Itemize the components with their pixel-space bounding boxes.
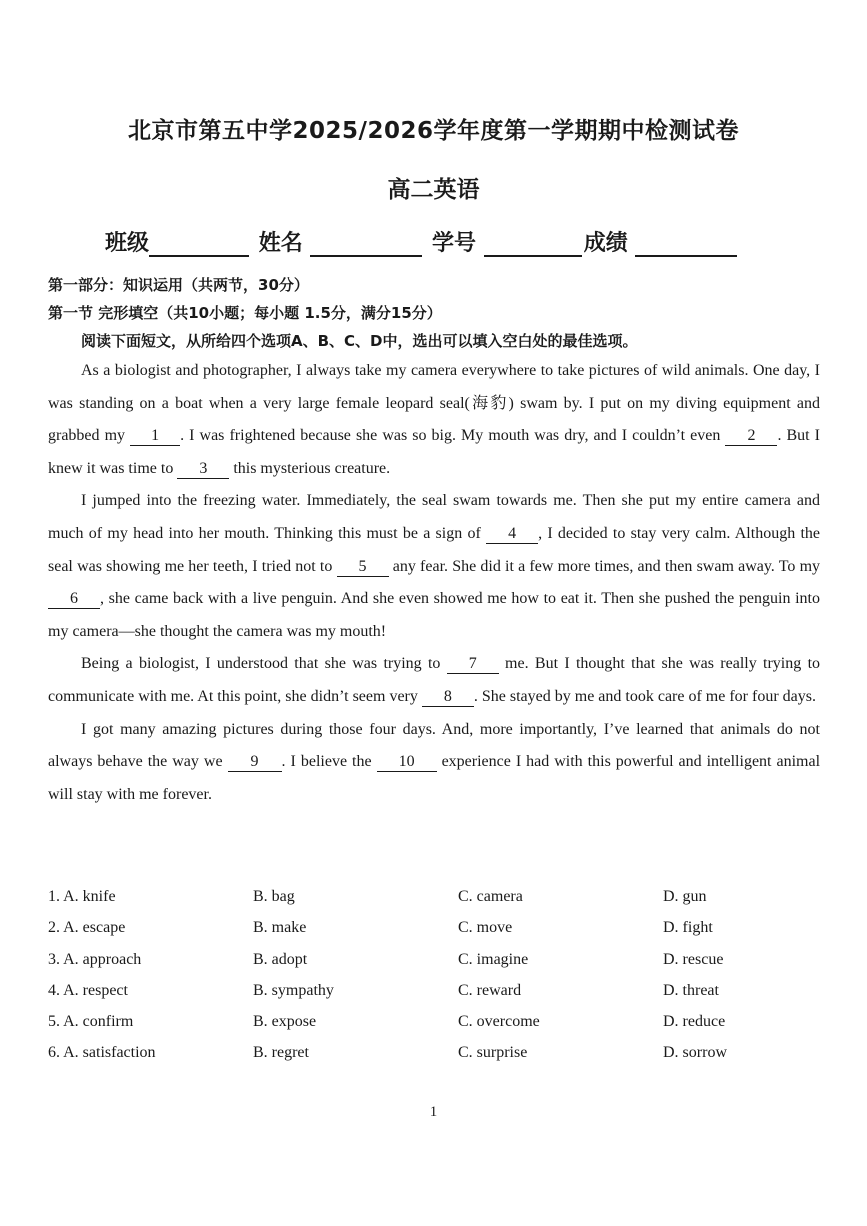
option-3b: B. adopt [253,950,308,968]
question-6-options [48,1044,828,1075]
question-2-options [48,919,828,950]
blank-8: 8 [422,688,474,707]
question-4-options [48,982,828,1013]
option-5b: B. expose [253,1013,317,1031]
option-6d: D. sorrow [663,1044,727,1062]
option-4a: 4. A. respect [48,981,128,999]
blank-4: 4 [486,525,538,544]
option-2b: B. make [253,919,307,937]
blank-5: 5 [337,558,389,577]
part1-heading: 第一部分：知识运用（共两节，30分） [48,276,309,294]
option-1a: 1. A. knife [48,888,116,905]
paragraph-2: I jumped into the freezing water. Immediately, the seal swam towards me. Then she put my entire camera and much of my head into her mouth. Thinking this must be a sign of 4 , I decided to stay very calm. Although the seal was showing me her teeth, I tried not to 5 any fear. She did it a few more times, and then swam away. To my 6 , she came back with a live penguin. And she even showed me how to eat it. Then she pushed the penguin into my camera—she thought the camera was my mouth! [48,492,821,640]
exam-subtitle: 高二英语 [387,177,480,203]
section1-heading: 第一节 完形填空（共10小题；每小题 1.5分，满分15分） [48,304,442,322]
option-5c: C. overcome [458,1013,540,1031]
option-5d: D. reduce [663,1013,726,1031]
option-4d: D. threat [663,981,719,999]
cloze-passage [48,355,820,811]
question-5-options [48,1013,828,1044]
option-1b: B. bag [253,888,295,905]
student-id-field[interactable] [484,231,582,257]
score-label: 成绩 [583,231,628,256]
question-1-options [48,888,828,919]
score-field[interactable] [635,231,737,257]
blank-2: 2 [725,427,777,446]
blank-7: 7 [447,655,499,674]
option-5a: 5. A. confirm [48,1013,134,1031]
class-label: 班级 [105,231,150,256]
paragraph-3: Being a biologist, I understood that she was trying to 7 me. But I thought that she was really trying to communicate with me. At this point, she didn’t seem very 8 . She stayed by me and took care of me for four days. [48,655,821,705]
option-3d: D. rescue [663,950,724,968]
answer-options [48,888,828,1076]
student-info-line [105,226,739,257]
option-2c: C. move [458,919,513,937]
question-3-options [48,951,828,982]
option-1c: C. camera [458,888,523,905]
student-id-label: 学号 [432,231,477,256]
blank-6: 6 [48,590,100,609]
name-field[interactable] [310,231,422,257]
exam-title: 北京市第五中学2025/2026学年度第一学期期中检测试卷 [128,118,739,144]
blank-1: 1 [130,427,180,446]
option-6a: 6. A. satisfaction [48,1044,156,1062]
blank-10: 10 [377,753,437,772]
option-2a: 2. A. escape [48,919,126,937]
option-3c: C. imagine [458,950,529,968]
paragraph-4: I got many amazing pictures during those four days. And, more importantly, I’ve learned that animals do not always behave the way we 9 . I believe the 10 experience I had with this powerful and intelligent animal will stay with me forever. [48,720,821,803]
option-4b: B. sympathy [253,981,334,999]
name-label: 姓名 [258,231,303,256]
class-field[interactable] [149,231,249,257]
option-3a: 3. A. approach [48,950,142,968]
option-6b: B. regret [253,1044,309,1062]
option-1d: D. gun [663,888,707,905]
paragraph-1: As a biologist and photographer, I always take my camera everywhere to take pictures of wild animals. One day, I was standing on a boat when a very large female leopard seal(海豹) swam by. I put on my diving equipment and grabbed my 1 . I was frightened because she was so big. My mouth was dry, and I couldn’t even 2 . But I knew it was time to 3 this mysterious creature. [48,362,820,477]
option-2d: D. fight [663,919,713,937]
blank-3: 3 [177,460,229,479]
option-6c: C. surprise [458,1044,528,1062]
option-4c: C. reward [458,981,522,999]
page-number: 1 [429,1104,438,1120]
instruction-text: 阅读下面短文，从所给四个选项A、B、C、D中，选出可以填入空白处的最佳选项。 [81,332,638,350]
blank-9: 9 [228,753,282,772]
